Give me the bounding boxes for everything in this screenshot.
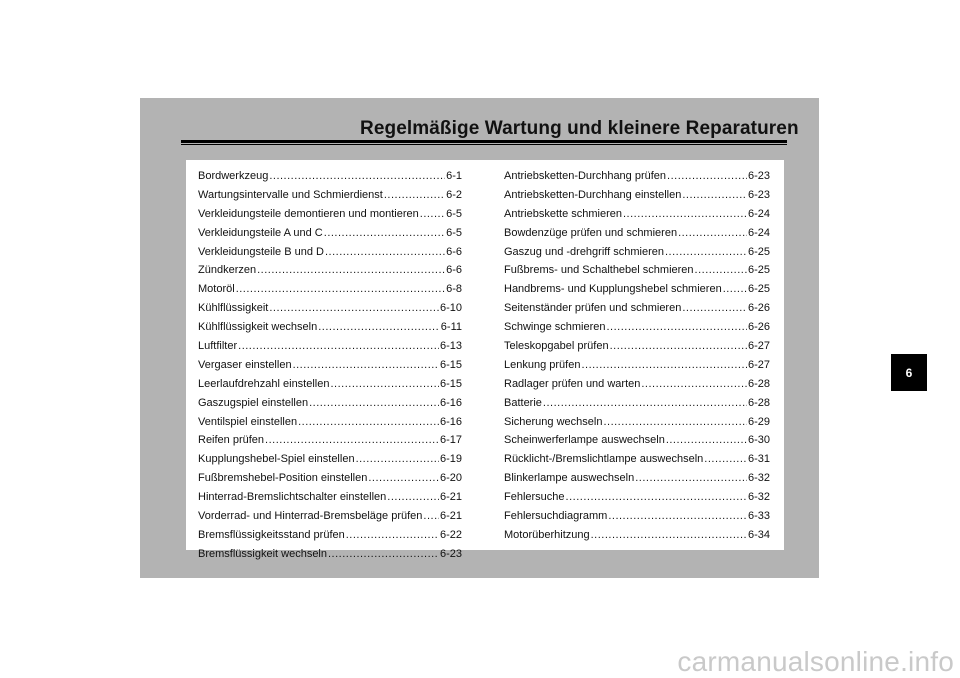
toc-entry-title: Reifen prüfen — [198, 434, 265, 447]
toc-entry-title: Bordwerkzeug — [198, 170, 269, 182]
toc-entry[interactable] — [504, 321, 770, 340]
toc-entry[interactable] — [198, 548, 462, 567]
toc-entry-page: 6-20 — [439, 472, 462, 485]
toc-entry-page: 6-8 — [446, 283, 462, 296]
toc-entry-page: 6-29 — [747, 415, 770, 428]
toc-entry-title: Bremsflüssigkeit wechseln — [198, 547, 327, 560]
toc-entry[interactable] — [198, 208, 462, 227]
toc-column-left — [198, 170, 462, 567]
toc-entry-page: 6-10 — [439, 302, 462, 315]
toc-entry-title: Fehlersuche — [504, 491, 565, 504]
toc-entry[interactable] — [504, 378, 770, 397]
toc-entry-title: Fußbremshebel-Position einstellen — [198, 472, 368, 485]
page-title: Regelmäßige Wartung und kleinere Reparaturen — [360, 118, 799, 139]
toc-entry-page: 6-33 — [747, 510, 770, 523]
toc-entry-title: Vorderrad- und Hinterrad-Bremsbeläge prüfen — [198, 510, 423, 523]
toc-entry[interactable] — [198, 283, 462, 302]
toc-entry[interactable] — [504, 264, 770, 283]
toc-entry[interactable] — [198, 302, 462, 321]
toc-entry-page: 6-13 — [439, 340, 462, 353]
toc-entry-page: 6-22 — [439, 528, 462, 541]
toc-entry[interactable] — [504, 208, 770, 227]
toc-entry-page: 6-34 — [747, 528, 770, 541]
toc-dot-leader — [623, 208, 747, 220]
toc-entry-page: 6-31 — [747, 453, 770, 466]
toc-entry-title: Leerlaufdrehzahl einstellen — [198, 377, 330, 390]
toc-dot-leader — [603, 416, 747, 428]
toc-entry-page: 6-21 — [439, 491, 462, 504]
toc-dot-leader — [591, 529, 747, 541]
toc-dot-leader — [356, 453, 439, 465]
toc-entry-page: 6-17 — [439, 434, 462, 447]
toc-entry[interactable] — [504, 227, 770, 246]
toc-dot-leader — [666, 434, 747, 446]
toc-dot-leader — [269, 170, 445, 182]
toc-dot-leader — [238, 340, 439, 352]
toc-entry-title: Schwinge schmieren — [504, 321, 606, 334]
toc-entry-title: Luftfilter — [198, 340, 238, 353]
toc-dot-leader — [678, 227, 747, 239]
toc-dot-leader — [607, 321, 747, 333]
toc-entry-title: Teleskopgabel prüfen — [504, 340, 609, 353]
toc-entry-title: Ventilspiel einstellen — [198, 415, 298, 428]
toc-entry[interactable] — [504, 453, 770, 472]
toc-entry-title: Gaszug und -drehgriff schmieren — [504, 245, 664, 258]
toc-entry-title: Sicherung wechseln — [504, 415, 603, 428]
toc-column-right — [504, 170, 770, 548]
toc-entry-title: Scheinwerferlampe auswechseln — [504, 434, 665, 447]
toc-entry[interactable] — [198, 321, 462, 340]
toc-entry[interactable] — [198, 189, 462, 208]
toc-entry[interactable] — [198, 510, 462, 529]
toc-entry-title: Kupplungshebel-Spiel einstellen — [198, 453, 355, 466]
toc-entry-page: 6-6 — [446, 264, 462, 277]
toc-entry[interactable] — [198, 453, 462, 472]
toc-entry-title: Kühlflüssigkeit — [198, 302, 269, 315]
toc-entry-page: 6-23 — [747, 170, 770, 182]
toc-entry-title: Bowdenzüge prüfen und schmieren — [504, 226, 678, 239]
toc-entry[interactable] — [504, 416, 770, 435]
toc-entry-page: 6-23 — [747, 188, 770, 201]
toc-entry[interactable] — [198, 227, 462, 246]
toc-entry[interactable] — [198, 359, 462, 378]
toc-dot-leader — [608, 510, 747, 522]
toc-entry[interactable] — [504, 434, 770, 453]
toc-entry-page: 6-25 — [747, 245, 770, 258]
toc-entry-title: Gaszugspiel einstellen — [198, 396, 309, 409]
toc-entry-title: Zündkerzen — [198, 264, 257, 277]
toc-entry[interactable] — [198, 416, 462, 435]
toc-entry-title: Batterie — [504, 396, 542, 409]
toc-entry-title: Verkleidungsteile B und D — [198, 245, 324, 258]
toc-entry-title: Motorüberhitzung — [504, 528, 590, 541]
toc-entry-page: 6-24 — [747, 207, 770, 220]
toc-entry-page: 6-27 — [747, 358, 770, 371]
toc-entry-title: Radlager prüfen und warten — [504, 377, 641, 390]
toc-dot-leader — [641, 378, 747, 390]
toc-entry-page: 6-25 — [747, 283, 770, 296]
toc-dot-leader — [420, 208, 445, 220]
toc-dot-leader — [298, 416, 439, 428]
toc-entry-page: 6-23 — [439, 547, 462, 560]
toc-entry[interactable] — [198, 340, 462, 359]
toc-entry-page: 6-6 — [446, 245, 462, 258]
toc-entry-title: Verkleidungsteile A und C — [198, 226, 323, 239]
toc-entry-page: 6-1 — [446, 170, 462, 182]
watermark-text: carmanualsonline.info — [677, 646, 954, 677]
toc-entry-page: 6-5 — [446, 207, 462, 220]
toc-entry-title: Bremsflüssigkeitsstand prüfen — [198, 528, 345, 541]
toc-entry-page: 6-26 — [747, 302, 770, 315]
toc-entry-page: 6-5 — [446, 226, 462, 239]
toc-entry-page: 6-15 — [439, 377, 462, 390]
toc-entry-page: 6-28 — [747, 377, 770, 390]
toc-dot-leader — [704, 453, 747, 465]
toc-entry[interactable] — [198, 434, 462, 453]
toc-entry-page: 6-16 — [439, 415, 462, 428]
toc-dot-leader — [346, 529, 439, 541]
toc-entry-title: Hinterrad-Bremslichtschalter einstellen — [198, 491, 387, 504]
toc-entry-page: 6-32 — [747, 472, 770, 485]
toc-entry[interactable] — [198, 378, 462, 397]
toc-dot-leader — [667, 170, 747, 182]
toc-entry[interactable] — [198, 246, 462, 265]
chapter-tab[interactable]: 6 — [891, 354, 927, 391]
toc-entry-page: 6-19 — [439, 453, 462, 466]
toc-dot-leader — [330, 378, 438, 390]
toc-entry[interactable] — [504, 189, 770, 208]
toc-dot-leader — [257, 264, 445, 276]
toc-dot-leader — [581, 359, 747, 371]
toc-entry-title: Wartungsintervalle und Schmierdienst — [198, 188, 383, 201]
toc-dot-leader — [309, 397, 439, 409]
toc-entry[interactable] — [198, 170, 462, 189]
title-rule — [181, 140, 787, 143]
toc-dot-leader — [682, 189, 747, 201]
toc-entry-title: Antriebskette schmieren — [504, 207, 622, 220]
toc-entry-title: Verkleidungsteile demontieren und montieren — [198, 207, 419, 220]
toc-dot-leader — [324, 227, 445, 239]
toc-dot-leader — [723, 283, 747, 295]
toc-entry-title: Antriebsketten-Durchhang einstellen — [504, 188, 682, 201]
toc-entry[interactable] — [504, 283, 770, 302]
toc-entry-title: Fußbrems- und Schalthebel schmieren — [504, 264, 694, 277]
toc-entry-title: Rücklicht-/Bremslichtlampe auswechseln — [504, 453, 704, 466]
toc-entry-title: Blinkerlampe auswechseln — [504, 472, 635, 485]
toc-dot-leader — [293, 359, 439, 371]
toc-dot-leader — [269, 302, 439, 314]
toc-entry[interactable] — [198, 264, 462, 283]
title-rule-thin — [181, 144, 787, 145]
toc-entry-title: Fehlersuchdiagramm — [504, 510, 608, 523]
toc-entry-page: 6-15 — [439, 358, 462, 371]
toc-entry-page: 6-26 — [747, 321, 770, 334]
toc-entry-page: 6-24 — [747, 226, 770, 239]
toc-entry-title: Vergaser einstellen — [198, 358, 292, 371]
toc-entry[interactable] — [198, 397, 462, 416]
toc-dot-leader — [318, 321, 440, 333]
toc-dot-leader — [635, 472, 747, 484]
toc-panel — [186, 160, 784, 560]
toc-dot-leader — [665, 246, 747, 258]
toc-entry-page: 6-21 — [439, 510, 462, 523]
toc-dot-leader — [328, 548, 439, 560]
toc-entry[interactable] — [504, 246, 770, 265]
toc-entry-title: Seitenständer prüfen und schmieren — [504, 302, 682, 315]
toc-entry[interactable] — [504, 340, 770, 359]
toc-dot-leader — [423, 510, 439, 522]
toc-entry-page: 6-11 — [440, 321, 462, 334]
toc-entry-page: 6-27 — [747, 340, 770, 353]
toc-dot-leader — [384, 189, 445, 201]
toc-entry-title: Motoröl — [198, 283, 235, 296]
toc-entry[interactable] — [198, 491, 462, 510]
toc-dot-leader — [566, 491, 747, 503]
toc-entry[interactable] — [504, 472, 770, 491]
toc-dot-leader — [610, 340, 747, 352]
toc-entry-page: 6-32 — [747, 491, 770, 504]
toc-entry-page: 6-2 — [446, 188, 462, 201]
toc-entry-title: Lenkung prüfen — [504, 358, 581, 371]
toc-entry-page: 6-25 — [747, 264, 770, 277]
toc-dot-leader — [368, 472, 439, 484]
toc-entry[interactable] — [504, 491, 770, 510]
toc-entry[interactable] — [198, 529, 462, 548]
toc-entry-page: 6-28 — [747, 396, 770, 409]
toc-entry[interactable] — [504, 302, 770, 321]
toc-entry[interactable] — [504, 359, 770, 378]
toc-entry-title: Antriebsketten-Durchhang prüfen — [504, 170, 667, 182]
toc-dot-leader — [387, 491, 439, 503]
toc-entry-page: 6-30 — [747, 434, 770, 447]
toc-dot-leader — [236, 283, 445, 295]
toc-dot-leader — [325, 246, 445, 258]
toc-entry[interactable] — [504, 529, 770, 548]
toc-entry[interactable] — [198, 472, 462, 491]
toc-dot-leader — [543, 397, 747, 409]
toc-entry-page: 6-16 — [439, 396, 462, 409]
toc-entry[interactable] — [504, 510, 770, 529]
toc-dot-leader — [695, 264, 747, 276]
toc-entry[interactable] — [504, 170, 770, 189]
toc-entry[interactable] — [504, 397, 770, 416]
toc-entry-title: Handbrems- und Kupplungshebel schmieren — [504, 283, 722, 296]
toc-entry-title: Kühlflüssigkeit wechseln — [198, 321, 318, 334]
toc-dot-leader — [682, 302, 747, 314]
toc-dot-leader — [265, 434, 439, 446]
